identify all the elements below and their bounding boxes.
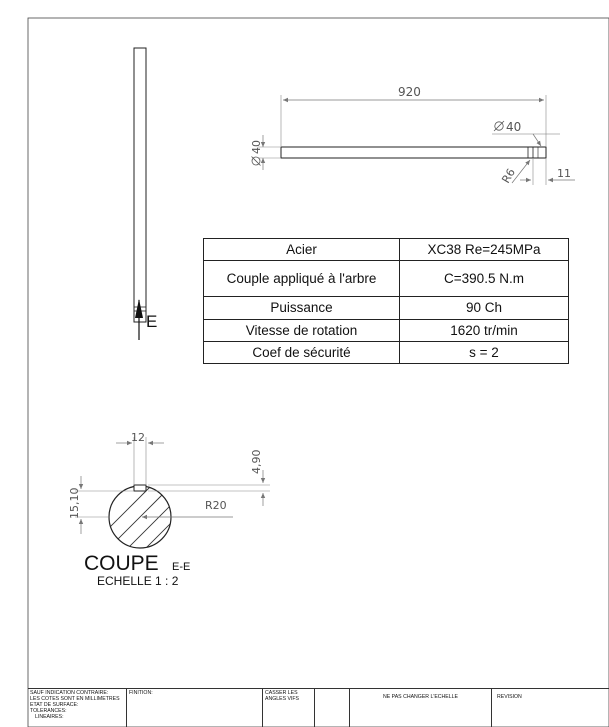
dimension-length — [281, 85, 546, 146]
title-block — [28, 688, 609, 727]
title-block-casser — [262, 688, 314, 727]
section-title — [84, 552, 159, 575]
section-title-suffix: E-E — [172, 561, 191, 573]
sheet-frame — [28, 18, 609, 727]
dimension-section-height — [68, 476, 134, 534]
casser-line: ANGLES VIFS — [265, 696, 300, 702]
section-title-main: COUPE — [84, 552, 159, 575]
revision-label: REVISION — [497, 694, 522, 700]
property-label: Couple appliqué à l'arbre — [204, 261, 400, 297]
title-block-spacer — [314, 688, 349, 727]
dimension-diameter-end — [492, 120, 560, 146]
section-arrow-label: E — [146, 312, 158, 331]
no-scale-label: NE PAS CHANGER L'ECHELLE — [383, 694, 458, 700]
note-line: ETAT DE SURFACE: — [30, 702, 79, 708]
note-line: LES COTES SONT EN MILLIMETRES — [30, 696, 120, 702]
vertical-shaft-view — [134, 48, 157, 340]
dimension-end-length — [520, 159, 575, 185]
property-label: Coef de sécurité — [204, 341, 400, 363]
title-block-no-scale — [349, 688, 491, 727]
horizontal-shaft-view — [281, 147, 546, 158]
property-label: Acier — [204, 239, 400, 261]
keyway-depth-value: 4,90 — [250, 449, 263, 474]
dimension-keyway-width — [116, 431, 164, 484]
diameter-main-value: 40 — [250, 140, 263, 154]
casser-line: CASSER LES — [265, 690, 298, 696]
title-block-notes — [28, 688, 126, 727]
property-label: Vitesse de rotation — [204, 319, 400, 341]
end-length-value: 11 — [557, 167, 571, 180]
property-value: 90 Ch — [400, 297, 569, 319]
note-line: LINEAIRES: — [35, 714, 64, 720]
dimension-diameter-main — [250, 135, 280, 170]
table-row — [204, 297, 569, 319]
property-value: XC38 Re=245MPa — [400, 239, 569, 261]
table-row — [204, 341, 569, 363]
fillet-value: R6 — [499, 166, 518, 186]
property-value: s = 2 — [400, 341, 569, 363]
note-line: SAUF INDICATION CONTRAIRE: — [30, 690, 109, 696]
length-value: 920 — [398, 85, 421, 99]
property-value: C=390.5 N.m — [400, 261, 569, 297]
dimension-keyway-depth — [148, 450, 270, 507]
note-line: TOLERANCES: — [30, 708, 67, 714]
table-row — [204, 261, 569, 297]
section-scale: ECHELLE 1 : 2 — [97, 574, 179, 588]
properties-table — [203, 238, 569, 364]
finition-label: FINITION: — [129, 690, 153, 696]
property-label: Puissance — [204, 297, 400, 319]
table-row — [204, 319, 569, 341]
table-row — [204, 239, 569, 261]
title-block-revision — [491, 688, 609, 727]
dimension-fillet — [499, 160, 530, 186]
section-radius-value: R20 — [205, 499, 227, 512]
keyway-width-value: 12 — [131, 431, 145, 444]
title-block-finition — [126, 688, 262, 727]
property-value: 1620 tr/min — [400, 319, 569, 341]
section-height-value: 15,10 — [68, 487, 81, 519]
diameter-end-value: 40 — [506, 120, 522, 134]
